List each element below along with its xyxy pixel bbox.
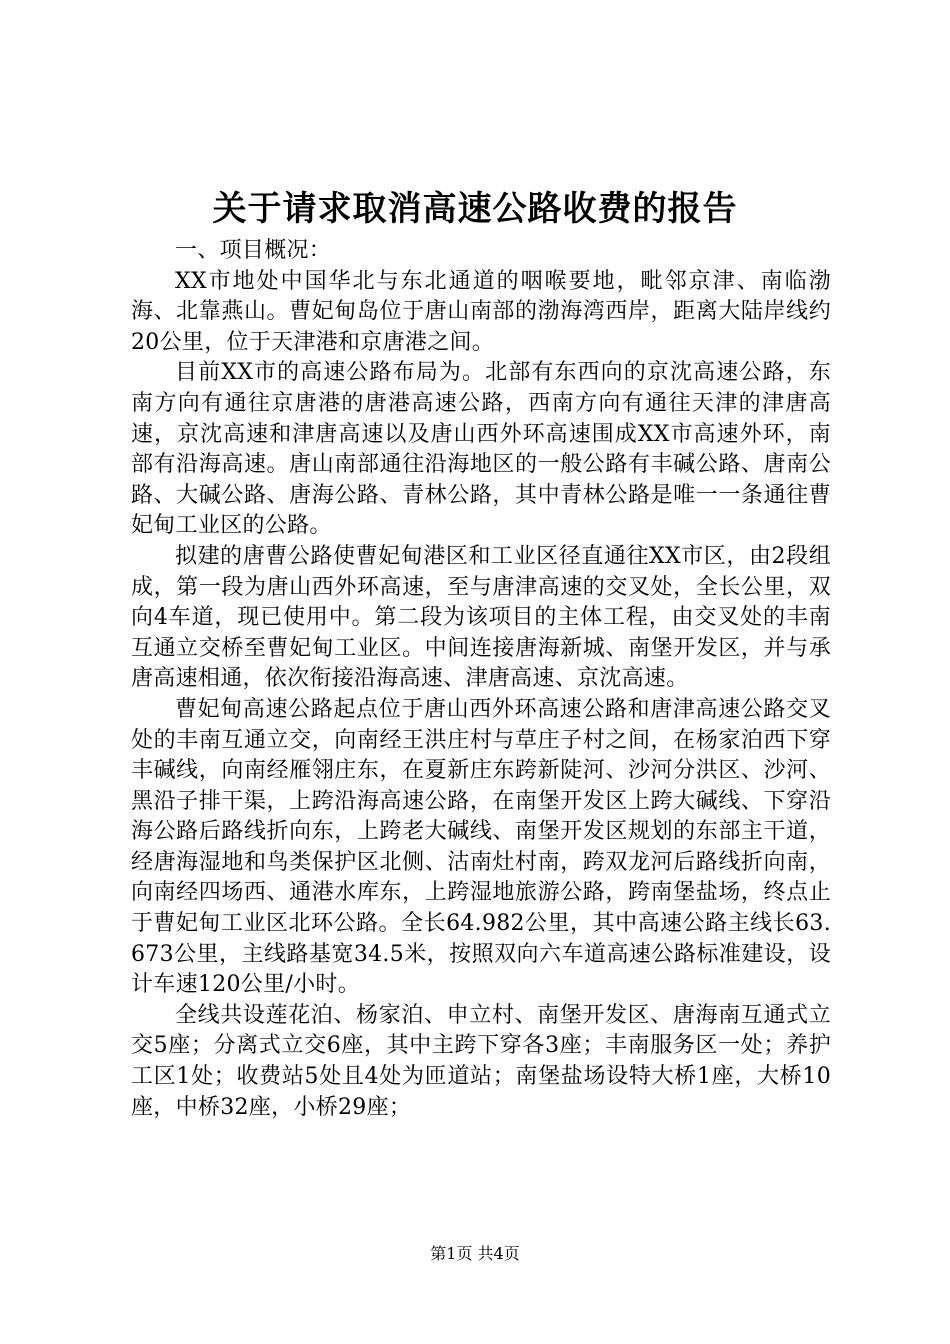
document-body xyxy=(131,236,831,1123)
paragraph-1: XX市地处中国华北与东北通道的咽喉要地，毗邻京津、南临渤海、北靠燕山。曹妃甸岛位于唐山南部的渤海湾西岸，距离大陆岸线约20公里，位于天津港和京唐港之间。 xyxy=(131,268,831,355)
paragraph-3: 拟建的唐曹公路使曹妃甸港区和工业区径直通往XX市区，由2段组成，第一段为唐山西外环高速，至与唐津高速的交叉处，全长公里，双向4车道，现已使用中。第二段为该项目的主体工程，由交叉处的丰南互通立交桥至曹妃甸工业区。中间连接唐海新城、南堡开发区，并与承唐高速相通，依次衔接沿海高速、津唐高速、京沈高速。 xyxy=(131,543,831,692)
paragraph-2: 目前XX市的高速公路布局为。北部有东西向的京沈高速公路，东南方向有通往京唐港的唐港高速公路，西南方向有通往天津的津唐高速，京沈高速和津唐高速以及唐山西外环高速围成XX市高速外环，南部有沿海高速。唐山南部通往沿海地区的一般公路有丰碱公路、唐南公路、大碱公路、唐海公路、青林公路，其中青林公路是唯一一条通往曹妃甸工业区的公路。 xyxy=(131,360,831,539)
paragraph-5: 全线共设莲花泊、杨家泊、申立村、南堡开发区、唐海南互通式立交5座；分离式立交6座，其中主跨下穿各3座；丰南服务区一处；养护工区1处；收费站5处且4处为匝道站；南堡盐场设特大桥1座，大桥10座，中桥32座，小桥29座； xyxy=(131,1002,831,1120)
paragraph-4: 曹妃甸高速公路起点位于唐山西外环高速公路和唐津高速公路交叉处的丰南互通立交，向南经王洪庄村与草庄子村之间，在杨家泊西下穿丰碱线，向南经雁翎庄东，在夏新庄东跨新陡河、沙河分洪区、沙河、黑沿子排干渠，上跨沿海高速公路，在南堡开发区上跨大碱线、下穿沿海公路后路线折向东，上跨老大碱线、南堡开发区规划的东部主干道，经唐海湿地和鸟类保护区北侧、沽南灶村南，跨双龙河后路线折向南，向南经四场西、通港水库东，上跨湿地旅游公路，跨南堡盐场，终点止于曹妃甸工业区北环公路。全长64.982公里，其中高速公路主线长63.673公里，主线路基宽34.5米，按照双向六车道高速公路标准建设，设计车速120公里/小时。 xyxy=(131,696,831,998)
document-title: 关于请求取消高速公路收费的报告 xyxy=(212,189,738,229)
page-number-footer: 第1页 共4页 xyxy=(430,1244,520,1263)
section-heading: 一、项目概况： xyxy=(175,238,332,263)
